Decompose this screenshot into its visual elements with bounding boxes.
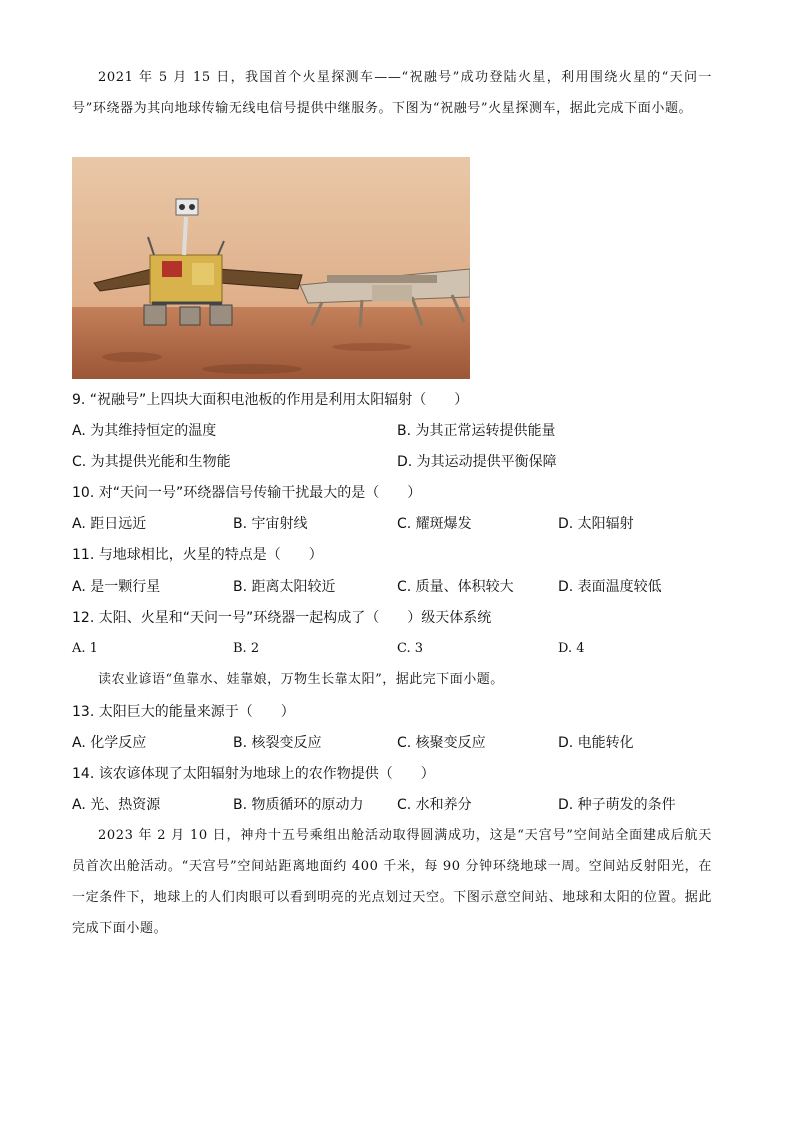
- question-12-option-c: C. 3: [397, 641, 424, 656]
- question-14-option-a: A. 光、热资源: [72, 797, 161, 813]
- question-11-option-d: D. 表面温度较低: [558, 579, 662, 595]
- question-10-stem: 10. 对“天问一号”环绕器信号传输干扰最大的是（ ）: [72, 485, 422, 501]
- question-14-option-d: D. 种子萌发的条件: [558, 797, 676, 813]
- question-12-option-b: B. 2: [233, 641, 260, 656]
- question-12-option-a: A. 1: [72, 641, 98, 656]
- question-10-option-c: C. 耀斑爆发: [397, 516, 472, 532]
- question-13-option-a: A. 化学反应: [72, 735, 147, 751]
- question-12-stem: 12. 太阳、火星和“天问一号”环绕器一起构成了（ ）级天体系统: [72, 610, 492, 626]
- question-9-option-d: D. 为其运动提供平衡保障: [397, 454, 557, 470]
- question-14-stem: 14. 该农谚体现了太阳辐射为地球上的农作物提供（ ）: [72, 766, 435, 782]
- mars-rover-image: [72, 157, 470, 379]
- question-12-option-d: D. 4: [558, 641, 585, 656]
- question-13-option-d: D. 电能转化: [558, 735, 634, 751]
- question-14-option-b: B. 物质循环的原动力: [233, 797, 364, 813]
- question-14-option-c: C. 水和养分: [397, 797, 472, 813]
- question-13-option-b: B. 核裂变反应: [233, 735, 322, 751]
- intro-paragraph-tiangong: 2023 年 2 月 10 日，神舟十五号乘组出舱活动取得圆满成功，这是“天宫号”空间站全面建成后航天员首次出舱活动。“天宫号”空间站距离地面约 400 千米，每 90 分钟环绕地球一周。空间站反射阳光，在一定条件下，地球上的人们肉眼可以看到明亮的光点划过天空。下图示意空间站、地球和太阳的位置。据此完成下面小题。: [72, 828, 712, 936]
- zhurong-rover-photo: [72, 157, 470, 379]
- intro-paragraph-proverb: 读农业谚语“鱼靠水、娃靠娘，万物生长靠太阳”，据此完下面小题。: [98, 672, 504, 687]
- question-11-option-c: C. 质量、体积较大: [397, 579, 514, 595]
- question-10-option-a: A. 距日远近: [72, 516, 147, 532]
- question-10-option-b: B. 宇宙射线: [233, 516, 308, 532]
- question-11-option-a: A. 是一颗行星: [72, 579, 161, 595]
- question-10-option-d: D. 太阳辐射: [558, 516, 634, 532]
- question-11-stem: 11. 与地球相比，火星的特点是（ ）: [72, 547, 323, 563]
- intro-paragraph-zhurong: 2021 年 5 月 15 日，我国首个火星探测车——“祝融号”成功登陆火星，利用围绕火星的“天问一号”环绕器为其向地球传输无线电信号提供中继服务。下图为“祝融号”火星探测车，据此完成下面小题。: [72, 70, 712, 116]
- question-11-option-b: B. 距离太阳较近: [233, 579, 336, 595]
- question-9-option-c: C. 为其提供光能和生物能: [72, 454, 231, 470]
- question-9-stem: 9. “祝融号”上四块大面积电池板的作用是利用太阳辐射（ ）: [72, 392, 469, 408]
- question-9-option-b: B. 为其正常运转提供能量: [397, 423, 556, 439]
- question-13-stem: 13. 太阳巨大的能量来源于（ ）: [72, 704, 295, 720]
- question-13-option-c: C. 核聚变反应: [397, 735, 486, 751]
- question-9-option-a: A. 为其维持恒定的温度: [72, 423, 217, 439]
